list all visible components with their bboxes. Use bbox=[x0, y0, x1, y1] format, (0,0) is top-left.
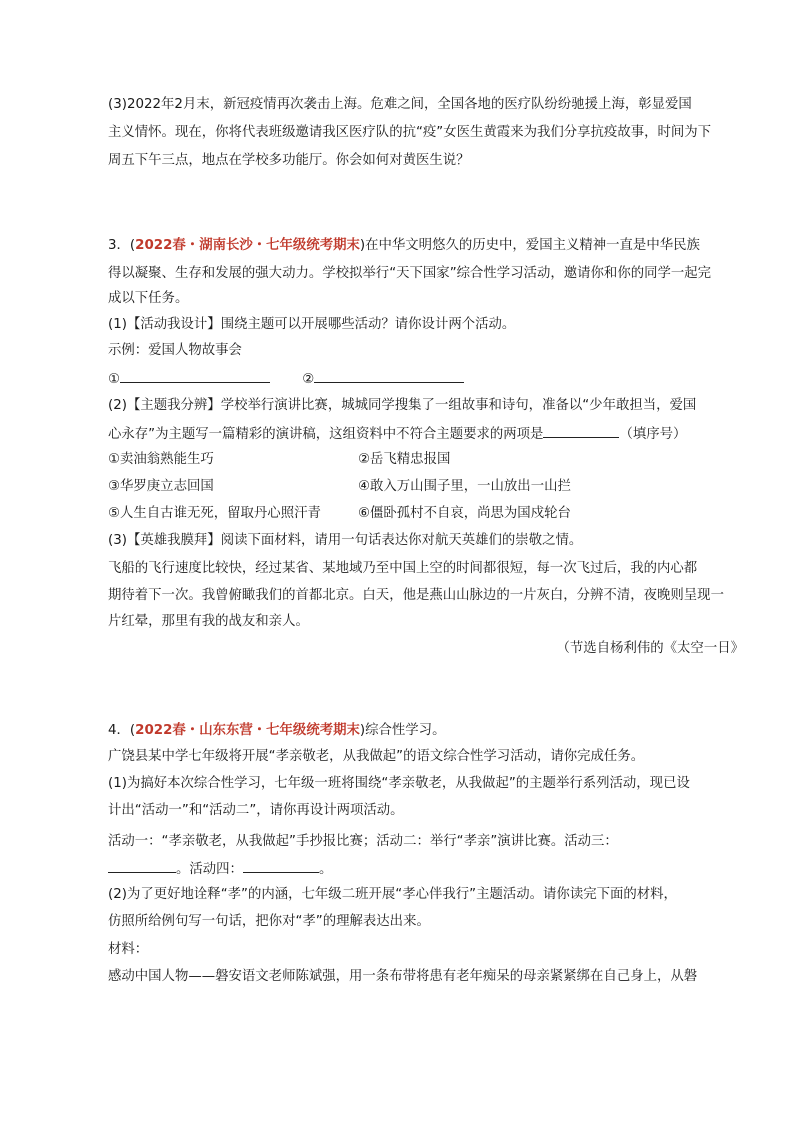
q3-part1-title: (1)【活动我设计】围绕主题可以开展哪些活动？请你设计两个活动。 bbox=[108, 317, 516, 332]
q3-intro-line-1 bbox=[108, 236, 700, 256]
option-6: ⑥僵卧孤村不自哀，尚思为国戍轮台 bbox=[358, 506, 571, 521]
q3-intro-line-2: 得以凝聚、生存和发展的强大动力。学校拟举行“天下国家”综合性学习活动，邀请你和你的同学一起完 bbox=[108, 266, 712, 281]
q3-citation: （节选自杨利伟的《太空一日》 bbox=[556, 641, 744, 656]
q4-part1-line-3: 活动一：“孝亲敬老，从我做起”手抄报比赛；活动二：举行“孝亲”演讲比赛。活动三： bbox=[108, 834, 618, 849]
q3-intro-text: )在中华文明悠久的历史中，爱国主义精神一直是中华民族 bbox=[359, 238, 700, 253]
q3-part2-line-1: (2)【主题我分辨】学校举行演讲比赛，城城同学搜集了一组故事和诗句，准备以“少年敢担当，爱国 bbox=[108, 398, 697, 413]
blank-label-1: ① bbox=[108, 372, 121, 387]
q4-part2-line-2: 仿照所给例句写一句话，把你对“孝”的理解表达出来。 bbox=[108, 914, 430, 929]
q4-line-1: 广饶县某中学七年级将开展“孝亲敬老，从我做起”的语文综合性学习活动，请你完成任务。 bbox=[108, 749, 645, 764]
option-4: ④敢入万山围子里，一山放出一山拦 bbox=[358, 479, 571, 494]
blank-label-2: ② bbox=[302, 372, 315, 387]
q2-part3-line-2: 主义情怀。现在，你将代表班级邀请我区医疗队的抗“疫”女医生黄霞来为我们分享抗疫故事，时间为下 bbox=[108, 125, 712, 140]
option-1: ①卖油翁熟能生巧 bbox=[108, 452, 214, 467]
q4-intro-line bbox=[108, 721, 445, 741]
q3-part2-line-2 bbox=[108, 423, 686, 445]
q3-part2-tail: （填序号） bbox=[619, 427, 687, 442]
option-3: ③华罗庚立志回国 bbox=[108, 479, 214, 494]
answer-blank-2[interactable] bbox=[314, 368, 464, 383]
q3-number: 3．( bbox=[108, 238, 136, 253]
answer-blank-3[interactable] bbox=[543, 423, 619, 438]
q3-material-line-1: 飞船的飞行速度比较快，经过某省、某地域乃至中国上空的时间都很短，每一次飞过后，我的内心都 bbox=[108, 561, 698, 576]
q3-part1-blanks bbox=[108, 368, 464, 390]
q4-part1-line-1: (1)为搞好本次综合性学习，七年级一班将围绕“孝亲敬老，从我做起”的主题举行系列活动，现已设 bbox=[108, 776, 690, 791]
answer-blank-activity-4[interactable] bbox=[243, 858, 319, 873]
q4-part1-mid: 。活动四： bbox=[176, 862, 243, 877]
q3-part3-title: (3)【英雄我膜拜】阅读下面材料，请用一句话表达你对航天英雄们的崇敬之情。 bbox=[108, 533, 583, 548]
q3-intro-line-3: 成以下任务。 bbox=[108, 291, 189, 306]
q4-source-tag: 2022春・山东东营・七年级统考期末 bbox=[135, 723, 360, 738]
q3-part2-text: 心永存”为主题写一篇精彩的演讲稿，这组资料中不符合主题要求的两项是 bbox=[108, 427, 544, 442]
q3-material-line-2: 期待着下一次。我曾俯瞰我们的首都北京。白天，他是燕山山脉边的一片灰白，分辨不清，夜晚则呈现一 bbox=[108, 588, 724, 603]
q4-part1-line-2: 计出“活动一”和“活动二”，请你再设计两项活动。 bbox=[108, 803, 404, 818]
q3-part1-example: 示例：爱国人物故事会 bbox=[108, 343, 242, 358]
q4-part1-end: 。 bbox=[318, 862, 333, 877]
q3-source-tag: 2022春・湖南长沙・七年级统考期末 bbox=[135, 238, 360, 253]
q4-material-line-1: 感动中国人物——磐安语文老师陈斌强，用一条布带将患有老年痴呆的母亲紧紧绑在自己身上，从磐 bbox=[108, 969, 698, 984]
q4-part2-line-1: (2)为了更好地诠释“孝”的内涵，七年级二班开展“孝心伴我行”主题活动。请你读完下面的材料， bbox=[108, 887, 677, 902]
q4-intro-text: )综合性学习。 bbox=[359, 723, 446, 738]
q4-number: 4．( bbox=[108, 723, 136, 738]
q2-part3-line-3: 周五下午三点，地点在学校多功能厅。你会如何对黄医生说？ bbox=[108, 153, 470, 168]
option-5: ⑤人生自古谁无死，留取丹心照汗青 bbox=[108, 506, 321, 521]
q4-material-label: 材料： bbox=[108, 942, 149, 957]
answer-blank-1[interactable] bbox=[120, 368, 270, 383]
q2-part3-line-1: (3)2022年2月末，新冠疫情再次袭击上海。危难之间，全国各地的医疗队纷纷驰援上海，彰显爱国 bbox=[108, 97, 692, 112]
q3-material-line-3: 片红晕，那里有我的战友和亲人。 bbox=[108, 614, 309, 629]
q4-part1-line-4 bbox=[108, 858, 332, 880]
answer-blank-activity-3[interactable] bbox=[108, 858, 176, 873]
option-2: ②岳飞精忠报国 bbox=[358, 452, 451, 467]
